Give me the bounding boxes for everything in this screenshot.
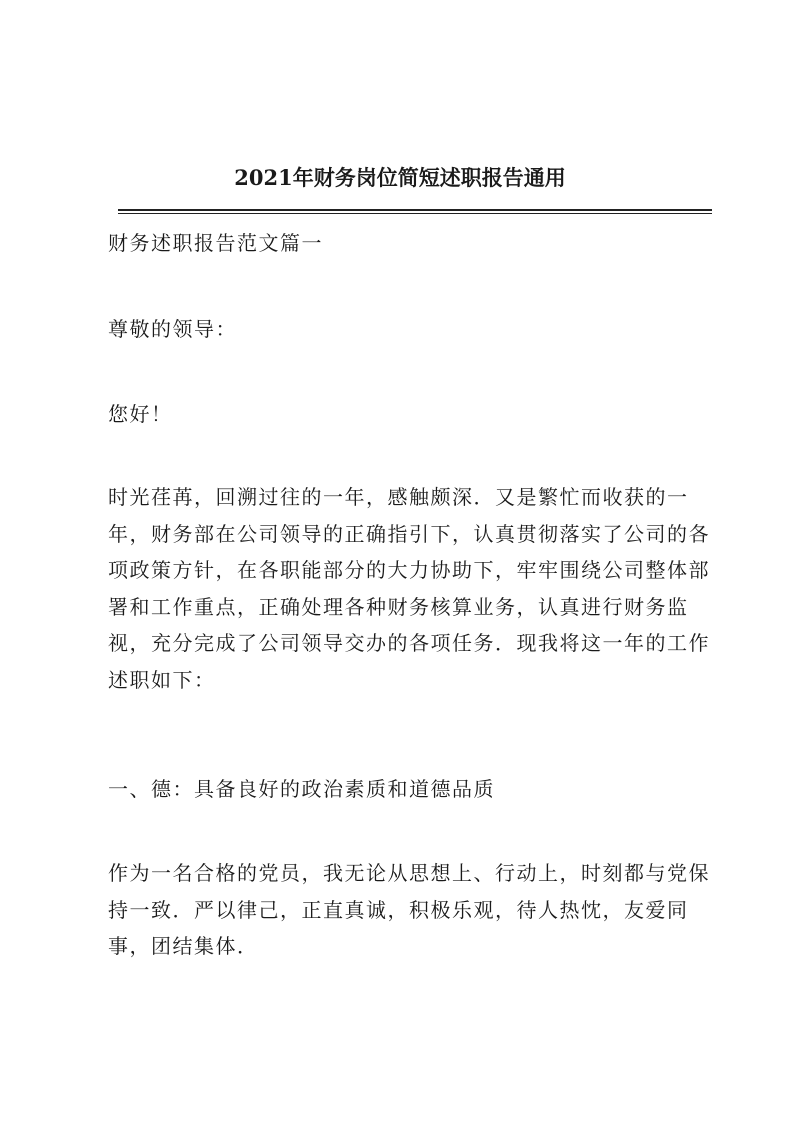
section-heading: 一、德：具备良好的政治素质和道德品质 — [108, 777, 495, 801]
paragraph-2 — [108, 855, 708, 965]
document-title: 2021年财务岗位简短述职报告通用 — [234, 165, 566, 190]
paragraph-line: 年，财务部在公司领导的正确指引下，认真贯彻落实了公司的各 — [108, 521, 710, 546]
paragraph-line: 项政策方针，在各职能部分的大力协助下，牢牢围绕公司整体部 — [108, 558, 710, 583]
paragraph-line: 事，团结集体． — [108, 934, 259, 959]
paragraph-line: 时光荏苒，回溯过往的一年，感触颇深．又是繁忙而收获的一 — [108, 485, 689, 509]
subtitle: 财务述职报告范文篇一 — [108, 231, 323, 255]
paragraph-line: 持一致．严以律己，正直真诚，积极乐观，待人热忱，友爱同 — [108, 897, 689, 922]
paragraph-line: 作为一名合格的党员，我无论从思想上、行动上，时刻都与党保 — [108, 861, 710, 885]
paragraph-line: 署和工作重点，正确处理各种财务核算业务，认真进行财务监 — [108, 594, 689, 619]
paragraph-1 — [108, 479, 708, 699]
paragraph-line: 述职如下： — [108, 667, 216, 692]
greeting: 您好！ — [108, 402, 173, 426]
title-divider — [118, 209, 712, 214]
salutation: 尊敬的领导： — [108, 317, 237, 341]
paragraph-line: 视，充分完成了公司领导交办的各项任务．现我将这一年的工作 — [108, 631, 710, 656]
